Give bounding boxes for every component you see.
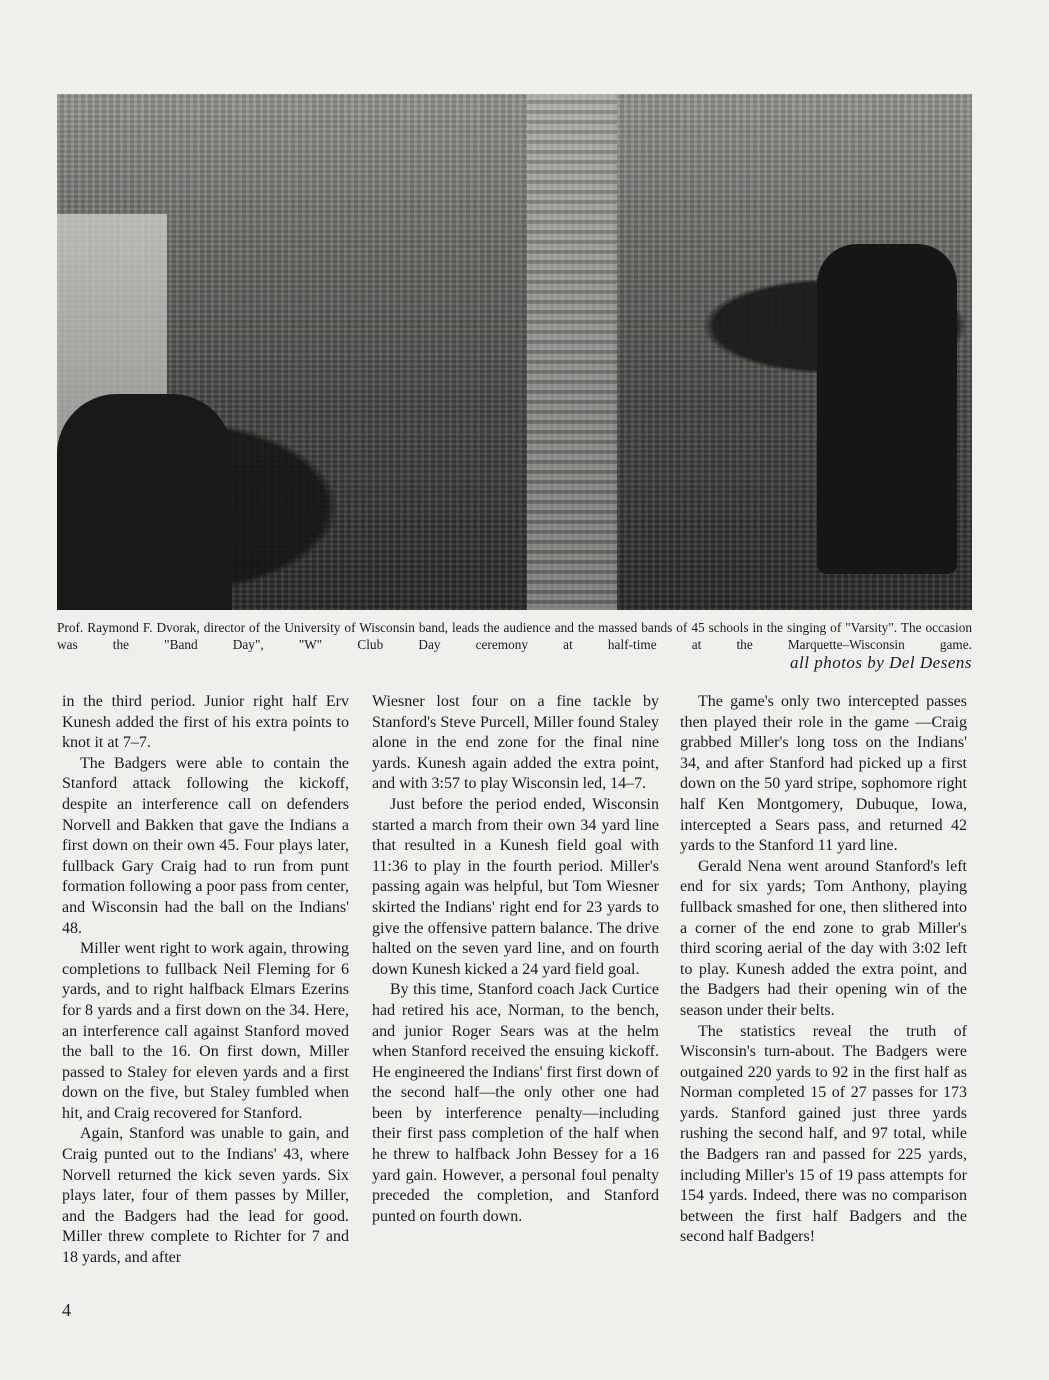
- column-3-paragraph: The statistics reveal the truth of Wisconsin's turn-about. The Badgers were outgained 220 yards to 92 in the first half as Norman completed 15 of 27 passes for 173 yards. Stanford gained just three yards rushing the second half, and 97 total, while the Badgers ran and passed for 225 yards, including Miller's 15 of 19 pass attempts for 154 yards. Indeed, there was no comparison between the first half Badgers and the second half Badgers!: [680, 1022, 967, 1246]
- article-column-1: [62, 692, 349, 1269]
- page-number: 4: [62, 1300, 71, 1320]
- column-3-paragraph: The game's only two intercepted passes then played their role in the game —Craig grabbed Miller's long toss on the Indians' 34, and after Stanford had picked up a first down on the 50 yard stripe, sophomore right half Ken Montgomery, Dubuque, Iowa, intercepted a Sears pass, and returned 42 yards to the Stanford 11 yard line.: [680, 693, 967, 855]
- photo-caption: Prof. Raymond F. Dvorak, director of the University of Wisconsin band, leads the audience and the massed bands of 45 schools in the singing of "Varsity". The occasion was the "Band Day", "W" Club Day ceremony at half-time at the Marquette–Wisconsin game.: [57, 620, 972, 652]
- column-1-paragraph: in the third period. Junior right half Erv Kunesh added the first of his extra points to knot it at 7–7.: [62, 693, 349, 752]
- article-column-2: [372, 692, 659, 1227]
- column-1-paragraph: Again, Stanford was unable to gain, and Craig punted out to the Indians' 43, where Norvell returned the kick seven yards. Six plays later, four of them passes by Miller, and the Badgers had the lead for good. Miller threw complete to Richter for 7 and 18 yards, and after: [62, 1125, 349, 1267]
- photo-conductor-figure: [817, 244, 957, 574]
- column-2-paragraph: Just before the period ended, Wisconsin started a march from their own 34 yard line that resulted in a Kunesh field goal with 11:36 to play in the fourth period. Miller's passing again was helpful, but Tom Wiesner skirted the Indians' right end for 23 yards to give the offensive pattern balance. The drive halted on the seven yard line, and on fourth down Kunesh kicked a 24 yard field goal.: [372, 795, 659, 978]
- photo-officer-figure: [57, 394, 232, 610]
- column-1-paragraph: Miller went right to work again, throwing completions to fullback Neil Fleming for 6 yards, and to right halfback Elmars Ezerins for 8 yards and a first down on the 34. Here, an interference call against Stanford moved the ball to the 16. On first down, Miller passed to Staley for eleven yards and a first down on the five, but Staley fumbled when hit, and Craig recovered for Stanford.: [62, 940, 349, 1122]
- column-1-paragraph: The Badgers were able to contain the Stanford attack following the kickoff, despite an interference call on defenders Norvell and Bakken that gave the Indians a first down on their own 45. Four plays later, fullback Gary Craig had to run from punt formation following a poor pass from center, and Wisconsin had the ball on the Indians' 48.: [62, 754, 349, 937]
- column-2-paragraph: By this time, Stanford coach Jack Curtice had retired his ace, Norman, to the bench, and junior Roger Sears was at the helm when Stanford received the ensuing kickoff. He engineered the Indians' first first down of the second half—the only other one had been by interference penalty—including their first pass completion of the half when he threw to halfback John Bessey for a 16 yard gain. However, a personal foul penalty preceded the completion, and Stanford punted on fourth down.: [372, 981, 659, 1225]
- photo-credit: all photos by Del Desens: [790, 653, 972, 672]
- photo-stadium-stairs: [527, 94, 617, 610]
- article-column-3: [680, 692, 967, 1248]
- band-day-photo: [57, 94, 972, 610]
- column-3-paragraph: Gerald Nena went around Stanford's left end for six yards; Tom Anthony, playing fullback smashed for one, then slithered into a corner of the end zone to grab Miller's third scoring aerial of the day with 3:02 left to play. Kunesh added the extra point, and the Badgers had their opening win of the season under their belts.: [680, 857, 967, 1019]
- column-2-paragraph: Wiesner lost four on a fine tackle by Stanford's Steve Purcell, Miller found Staley alone in the end zone for the final nine yards. Kunesh again added the extra point, and with 3:57 to play Wisconsin led, 14–7.: [372, 693, 659, 793]
